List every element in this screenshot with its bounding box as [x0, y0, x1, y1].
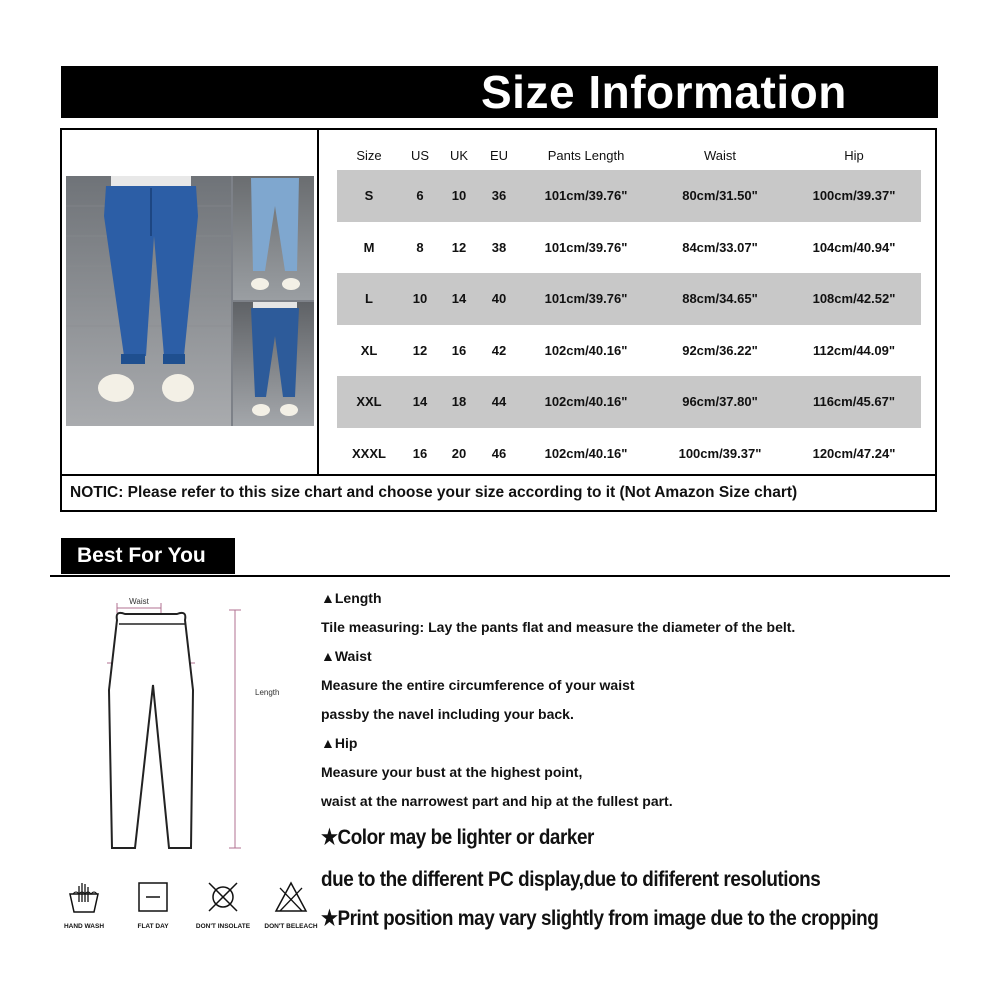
waist-text: passby the navel including your back.	[321, 706, 574, 722]
table-row	[337, 428, 921, 480]
table-cell: 102cm/40.16"	[544, 342, 628, 358]
table-cell: 46	[491, 445, 507, 461]
hip-text: waist at the narrowest part and hip at the fullest part.	[321, 793, 673, 809]
table-cell: 96cm/37.80"	[653, 376, 787, 428]
color-note: due to the different PC display,due to dififerent resolutions	[321, 868, 821, 891]
table-cell: 10	[401, 273, 439, 325]
table-cell: 101cm/39.76"	[519, 170, 653, 222]
section-title: Best For You	[61, 538, 235, 574]
table-cell: 80cm/31.50"	[653, 170, 787, 222]
size-notice: NOTIC: Please refer to this size chart and choose your size according to it (Not Amazon Size chart)	[62, 474, 935, 510]
waist-text: Measure the entire circumference of your waist	[321, 677, 635, 693]
care-label: FLAT DAY	[137, 923, 169, 930]
table-cell: S	[337, 170, 401, 222]
photo-cell	[62, 130, 319, 474]
table-cell: 44	[479, 376, 519, 428]
table-cell: 42	[491, 342, 507, 358]
size-table	[337, 140, 921, 479]
table-cell: 112cm/44.09"	[812, 342, 896, 358]
column-header: EU	[489, 147, 509, 163]
table-row	[337, 222, 921, 274]
table-cell: XL	[360, 342, 378, 358]
table-row	[337, 325, 921, 377]
table-cell: 36	[479, 170, 519, 222]
table-cell: 38	[491, 239, 507, 255]
table-cell: 108cm/42.52"	[787, 273, 921, 325]
product-photos	[66, 176, 314, 426]
table-cell: 101cm/39.76"	[519, 273, 653, 325]
table-cell: XXL	[337, 376, 401, 428]
table-cell: 100cm/39.37"	[678, 445, 762, 461]
table-cell: 14	[439, 273, 479, 325]
table-cell: 18	[439, 376, 479, 428]
column-header: Size	[356, 147, 382, 163]
waist-heading: ▲Waist	[321, 648, 372, 664]
column-header: Hip	[844, 147, 864, 163]
table-cell: 120cm/47.24"	[812, 445, 896, 461]
table-cell: 102cm/40.16"	[544, 445, 628, 461]
hip-heading: ▲Hip	[321, 735, 358, 751]
table-cell: 84cm/33.07"	[682, 239, 758, 255]
do-not-bleach-icon	[274, 880, 308, 914]
pants-measurement-diagram	[95, 590, 295, 860]
table-cell: 12	[412, 342, 428, 358]
care-label: DON'T BELEACH	[264, 923, 318, 930]
column-header: Waist	[703, 147, 737, 163]
table-cell: 102cm/40.16"	[519, 376, 653, 428]
section-divider	[50, 575, 950, 577]
product-photo-back	[233, 302, 314, 426]
print-note: ★Print position may vary slightly from image due to the cropping	[321, 907, 879, 930]
table-cell: 104cm/40.94"	[812, 239, 896, 255]
table-cell: 16	[412, 445, 428, 461]
color-note: ★Color may be lighter or darker	[321, 826, 594, 849]
table-cell: 40	[479, 273, 519, 325]
table-cell: 88cm/34.65"	[653, 273, 787, 325]
care-label: HAND WASH	[63, 923, 105, 930]
title-banner	[61, 66, 938, 118]
table-cell: M	[363, 239, 375, 255]
column-header: US	[410, 147, 430, 163]
table-cell: 6	[401, 170, 439, 222]
care-label: DON'T INSOLATE	[195, 923, 251, 930]
waist-label: Waist	[129, 597, 149, 606]
table-row	[337, 273, 921, 325]
care-item	[60, 880, 108, 930]
column-header: Pants Length	[547, 147, 625, 163]
hand-wash-icon	[67, 880, 101, 914]
product-photo-side	[233, 176, 314, 300]
table-header-row	[337, 140, 921, 170]
do-not-insolate-icon	[206, 880, 240, 914]
table-cell: 116cm/45.67"	[787, 376, 921, 428]
care-item	[193, 880, 253, 930]
hip-text: Measure your bust at the highest point,	[321, 764, 583, 780]
length-text: Tile measuring: Lay the pants flat and measure the diameter of the belt.	[321, 619, 796, 635]
table-cell: 10	[439, 170, 479, 222]
size-chart	[60, 128, 937, 512]
column-header: UK	[449, 147, 469, 163]
table-cell: 100cm/39.37"	[787, 170, 921, 222]
table-cell: XXXL	[352, 445, 386, 461]
table-cell: L	[337, 273, 401, 325]
care-item	[262, 880, 320, 930]
table-cell: 8	[416, 239, 424, 255]
flat-dry-icon	[136, 880, 170, 914]
table-cell: 14	[401, 376, 439, 428]
care-item	[129, 880, 177, 930]
page-title: Size Information	[481, 66, 847, 118]
product-photo-front	[66, 176, 231, 426]
jeans-front-figure	[66, 176, 231, 426]
table-cell: 12	[451, 239, 467, 255]
table-cell: 20	[451, 445, 467, 461]
table-cell: 16	[451, 342, 467, 358]
length-label: Length	[255, 688, 280, 697]
table-row	[337, 376, 921, 428]
table-cell: 92cm/36.22"	[682, 342, 758, 358]
table-cell: 101cm/39.76"	[544, 239, 628, 255]
jeans-side-figure	[233, 176, 314, 300]
jeans-back-figure	[233, 302, 314, 426]
table-row	[337, 170, 921, 222]
length-heading: ▲Length	[321, 590, 382, 606]
